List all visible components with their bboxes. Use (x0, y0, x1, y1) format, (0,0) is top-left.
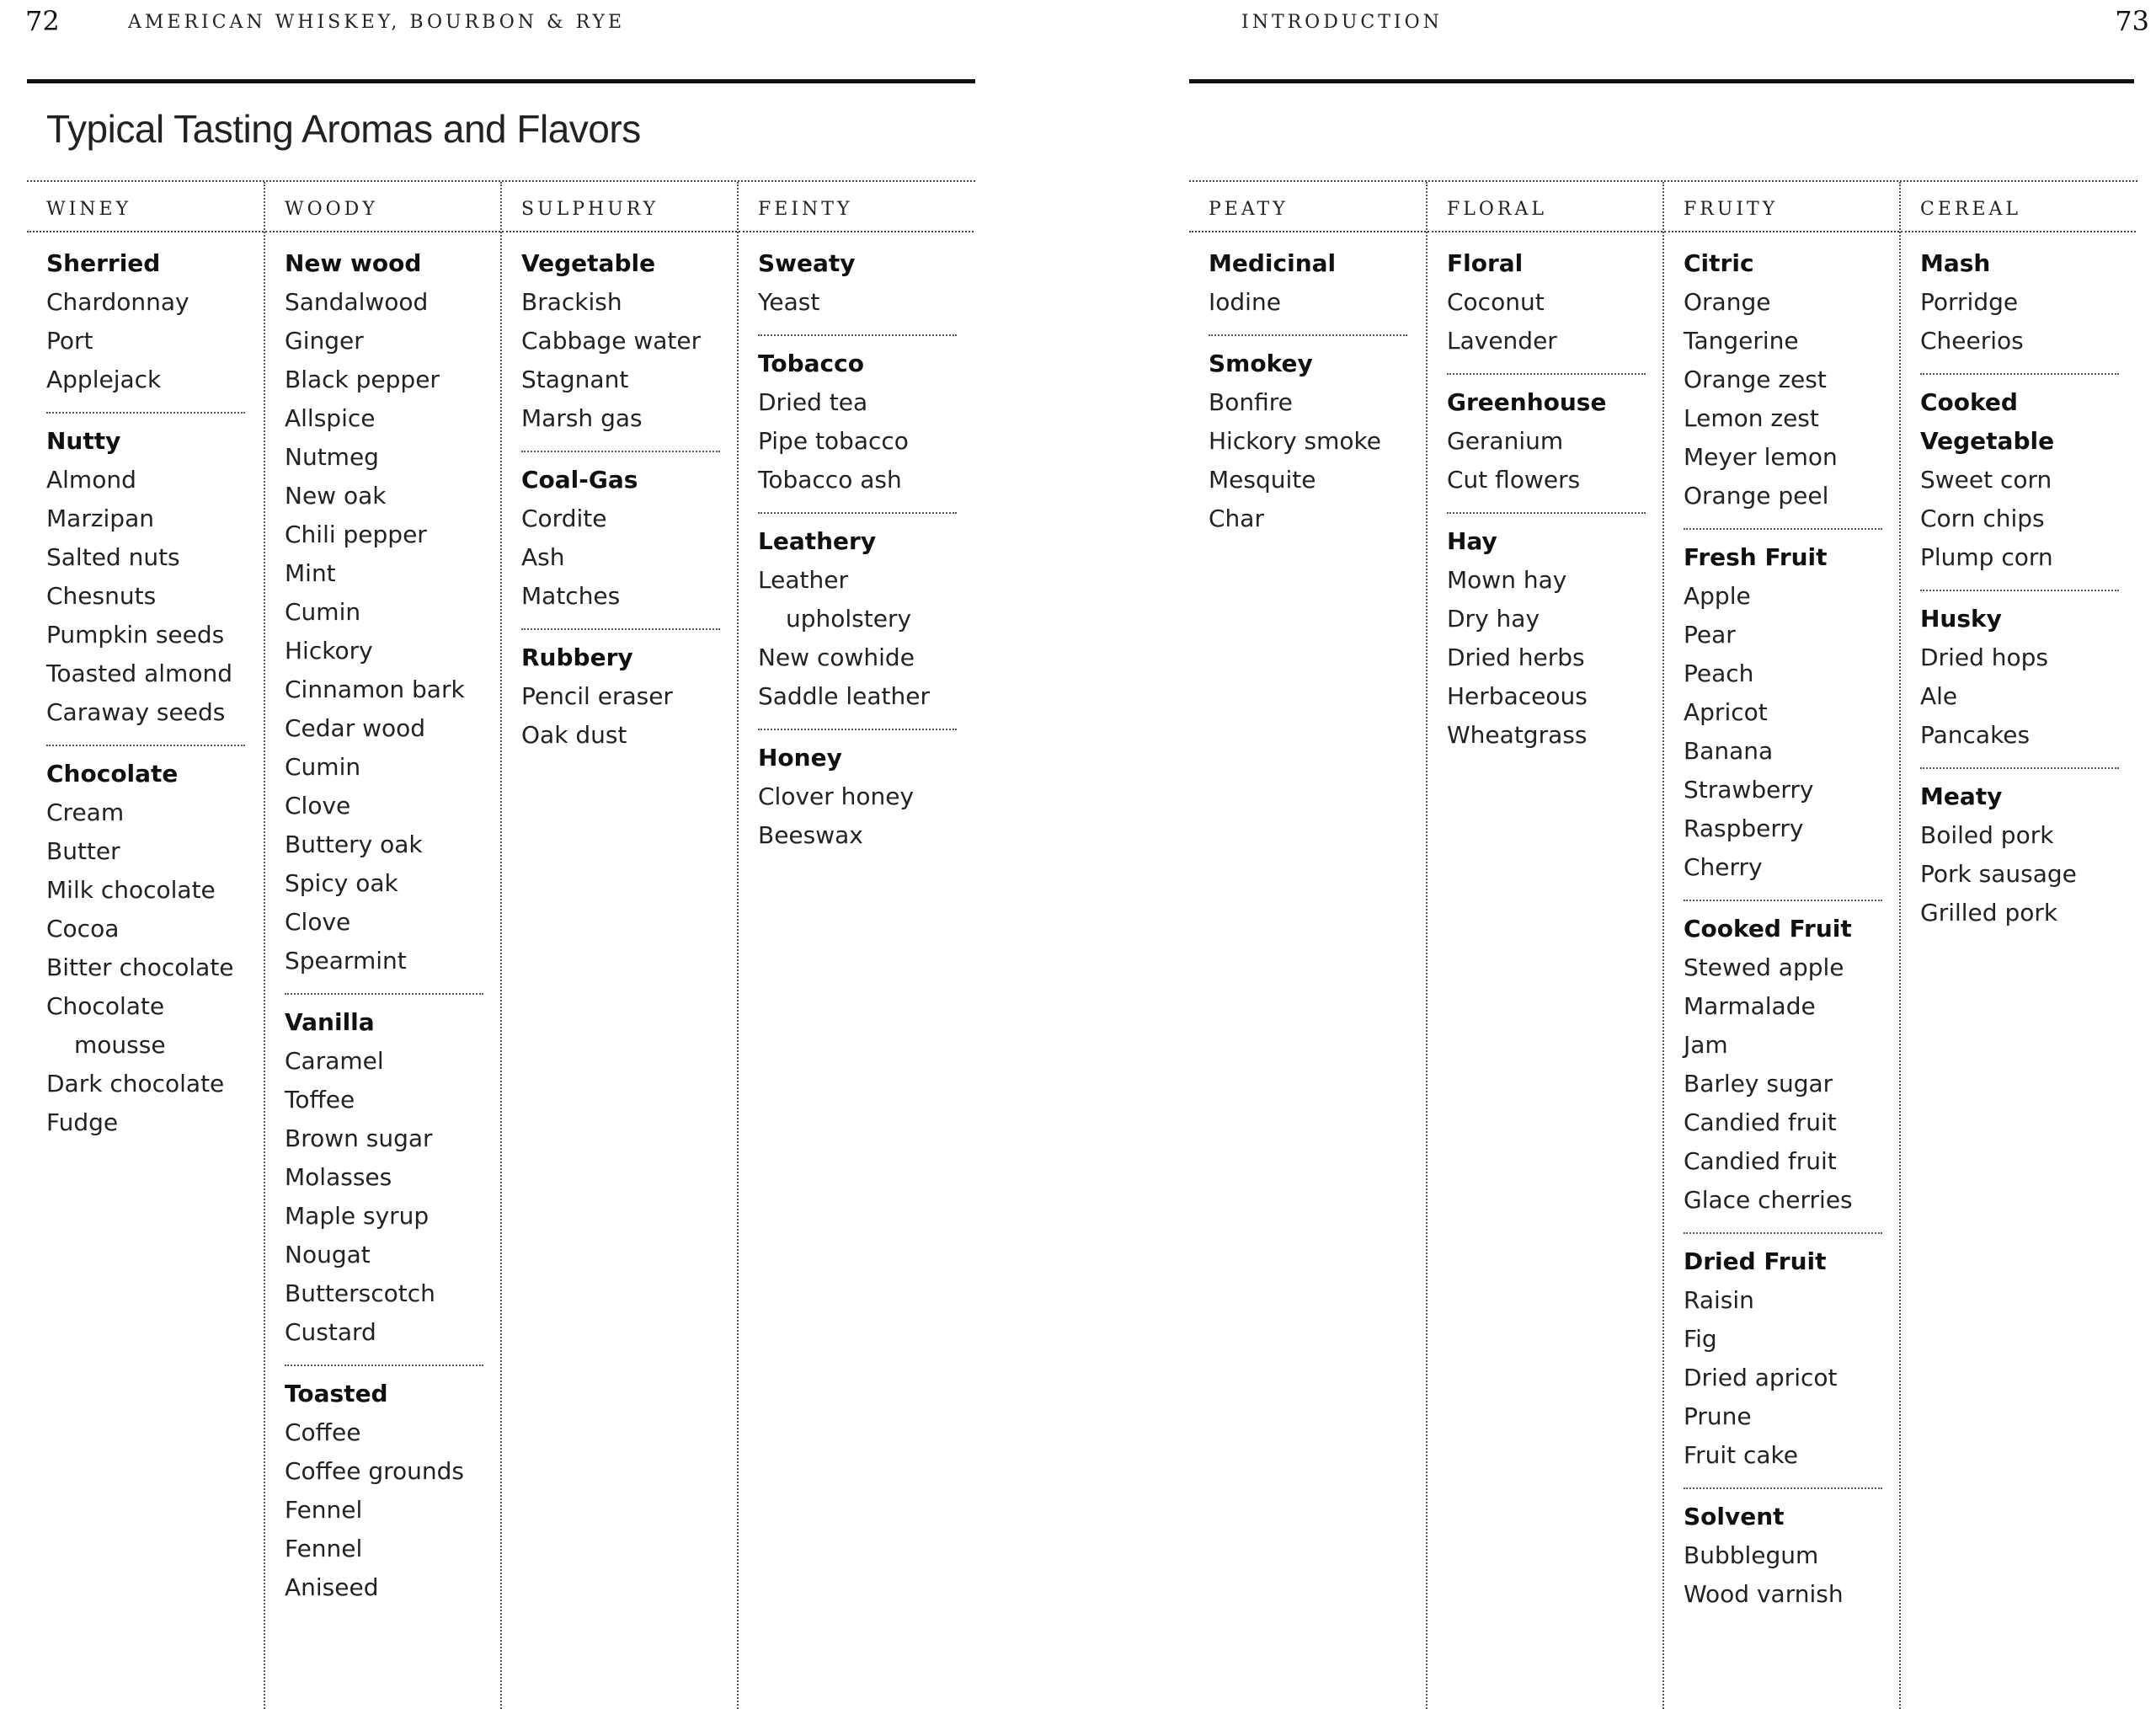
flavor-item: Raspberry (1684, 814, 1804, 842)
flavor-item: Char (1209, 505, 1264, 532)
flavor-table-left (27, 180, 975, 1709)
flavor-item: Hickory smoke (1209, 427, 1381, 455)
flavor-item: Apricot (1684, 698, 1768, 726)
flavor-item: Sandalwood (285, 288, 429, 316)
flavor-item: Cedar wood (285, 714, 426, 742)
flavor-item: Fruit cake (1684, 1441, 1798, 1469)
flavor-item: Strawberry (1684, 776, 1814, 804)
column-heading: WOODY (265, 182, 500, 232)
flavor-item: Pipe tobacco (758, 427, 909, 455)
flavor-item: Orange (1684, 288, 1771, 316)
flavor-item: Boiled pork (1920, 821, 2054, 849)
flavor-group (758, 512, 974, 716)
flavor-item: Oak dust (521, 721, 627, 749)
running-head: AMERICAN WHISKEY, BOURBON & RYE (128, 12, 626, 33)
column-body (27, 232, 264, 1142)
flavor-item: Grilled pork (1920, 899, 2058, 927)
flavor-item: Brown sugar (285, 1124, 433, 1152)
flavor-item: Port (46, 327, 93, 355)
flavor-group-title: Citric (1684, 249, 1754, 277)
column-body (1664, 232, 1899, 1614)
flavor-item: Glace cherries (1684, 1186, 1853, 1214)
flavor-group (1447, 244, 1662, 360)
flavor-group (1447, 512, 1662, 755)
column-heading: PEATY (1189, 182, 1426, 232)
column-heading: FRUITY (1664, 182, 1899, 232)
flavor-item: Marsh gas (521, 404, 643, 432)
flavor-item: Butterscotch (285, 1279, 435, 1307)
flavor-item: Spicy oak (285, 869, 398, 897)
flavor-group-title: Hay (1447, 527, 1497, 555)
flavor-item: Herbaceous (1447, 682, 1588, 710)
flavor-item: Toffee (285, 1086, 355, 1114)
flavor-group-title: Coal-Gas (521, 466, 638, 494)
column-heading: FLORAL (1428, 182, 1662, 232)
flavor-item: Wood varnish (1684, 1580, 1844, 1608)
flavor-item: Cinnamon bark (285, 676, 465, 703)
flavor-item: Hickory (285, 637, 373, 665)
flavor-group (521, 244, 737, 438)
flavor-item: Saddle leather (758, 682, 931, 710)
column (500, 182, 737, 1709)
flavor-item: Wheatgrass (1447, 721, 1588, 749)
flavor-group-title: Sherried (46, 249, 161, 277)
flavor-item: Clover honey (758, 782, 915, 810)
flavor-group-title: New wood (285, 249, 422, 277)
flavor-group (1684, 900, 1899, 1220)
flavor-group (46, 412, 264, 732)
flavor-item: Molasses (285, 1163, 392, 1191)
flavor-group (1920, 590, 2136, 755)
flavor-item: Clove (285, 792, 351, 820)
column (1426, 182, 1662, 1709)
page-number: 72 (25, 5, 60, 37)
left-page (0, 0, 994, 1709)
flavor-item: Cut flowers (1447, 466, 1581, 494)
flavor-item: Porridge (1920, 288, 2019, 316)
flavor-item: Orange peel (1684, 482, 1829, 510)
flavor-item: Fennel (285, 1496, 363, 1524)
flavor-group (521, 451, 737, 616)
flavor-item: Dried herbs (1447, 644, 1585, 671)
flavor-item: Geranium (1447, 427, 1564, 455)
flavor-item: Cumin (285, 753, 361, 781)
flavor-group (1920, 767, 2136, 932)
flavor-group (1684, 244, 1899, 515)
column-heading: SULPHURY (502, 182, 737, 232)
flavor-item: Lavender (1447, 327, 1557, 355)
flavor-item: Pencil eraser (521, 682, 673, 710)
flavor-item: Chili pepper (285, 521, 427, 548)
flavor-item: Banana (1684, 737, 1774, 765)
column-heading: CEREAL (1901, 182, 2136, 232)
section-title: Typical Tasting Aromas and Flavors (46, 107, 641, 151)
flavor-item: Stewed apple (1684, 953, 1844, 981)
flavor-group-title: Nutty (46, 427, 121, 455)
flavor-item: Buttery oak (285, 830, 423, 858)
flavor-group-title: Cooked (1920, 388, 2018, 416)
flavor-item: Leather (758, 566, 848, 594)
flavor-item: Tobacco ash (758, 466, 902, 494)
flavor-item: mousse (74, 1031, 166, 1059)
flavor-group-title: Husky (1920, 605, 2002, 633)
flavor-item: Spearmint (285, 947, 407, 975)
flavor-group (285, 244, 500, 980)
column (737, 182, 974, 1709)
flavor-item: Cream (46, 798, 125, 826)
right-page (1162, 0, 2156, 1709)
flavor-item: Ash (521, 543, 565, 571)
flavor-group (46, 244, 264, 399)
flavor-item: Iodine (1209, 288, 1281, 316)
flavor-item: Tangerine (1684, 327, 1799, 355)
flavor-group-title: Toasted (285, 1380, 388, 1407)
flavor-table-right (1189, 180, 2137, 1709)
flavor-item: Clove (285, 908, 351, 936)
flavor-item: Beeswax (758, 821, 863, 849)
flavor-item: Mesquite (1209, 466, 1316, 494)
column-body (1189, 232, 1426, 538)
flavor-group-title: Cooked Fruit (1684, 915, 1852, 943)
column-body (1901, 232, 2136, 932)
column (264, 182, 500, 1709)
flavor-group-title: Tobacco (758, 350, 864, 377)
column (1662, 182, 1899, 1709)
flavor-item: Cordite (521, 505, 607, 532)
flavor-item: Raisin (1684, 1286, 1754, 1314)
flavor-item: Milk chocolate (46, 876, 216, 904)
flavor-group-title: Mash (1920, 249, 1991, 277)
flavor-item: Marmalade (1684, 992, 1816, 1020)
flavor-group-title: Fresh Fruit (1684, 543, 1828, 571)
flavor-group (46, 745, 264, 1142)
flavor-group-title: Honey (758, 744, 842, 772)
flavor-group (758, 244, 974, 322)
flavor-item: Fudge (46, 1108, 119, 1136)
flavor-item: Fig (1684, 1325, 1717, 1353)
flavor-item: Dry hay (1447, 605, 1540, 633)
flavor-item: Bitter chocolate (46, 953, 234, 981)
column-body (502, 232, 737, 755)
flavor-group (1684, 528, 1899, 887)
flavor-item: Brackish (521, 288, 622, 316)
flavor-item: Chardonnay (46, 288, 189, 316)
flavor-group (1684, 1232, 1899, 1475)
flavor-item: Salted nuts (46, 543, 180, 571)
flavor-group (1920, 244, 2136, 360)
flavor-group-title: Greenhouse (1447, 388, 1607, 416)
flavor-group (285, 1365, 500, 1607)
flavor-group (758, 729, 974, 855)
flavor-item: Barley sugar (1684, 1070, 1833, 1097)
flavor-item: Peach (1684, 660, 1754, 687)
flavor-item: Toasted almond (46, 660, 232, 687)
flavor-item: Dried tea (758, 388, 868, 416)
flavor-item: Lemon zest (1684, 404, 1819, 432)
flavor-item: Apple (1684, 582, 1751, 610)
flavor-item: Cumin (285, 598, 361, 626)
flavor-item: Bubblegum (1684, 1541, 1819, 1569)
flavor-item: Marzipan (46, 505, 154, 532)
flavor-group-title: Dried Fruit (1684, 1247, 1827, 1275)
flavor-item: Mown hay (1447, 566, 1567, 594)
flavor-item: Pork sausage (1920, 860, 2077, 888)
flavor-item: Plump corn (1920, 543, 2053, 571)
flavor-item: Chesnuts (46, 582, 157, 610)
flavor-item: Coconut (1447, 288, 1545, 316)
flavor-group (1209, 244, 1426, 322)
column-body (265, 232, 500, 1607)
flavor-item: New cowhide (758, 644, 915, 671)
flavor-item: Corn chips (1920, 505, 2045, 532)
flavor-item: Meyer lemon (1684, 443, 1838, 471)
page-number: 73 (2115, 5, 2149, 37)
flavor-item: Maple syrup (285, 1202, 430, 1230)
flavor-item: Candied fruit (1684, 1147, 1837, 1175)
flavor-item: Pancakes (1920, 721, 2031, 749)
flavor-item: Caraway seeds (46, 698, 226, 726)
column (27, 182, 264, 1709)
header-rule (27, 79, 975, 83)
flavor-item: Matches (521, 582, 621, 610)
flavor-item: Stagnant (521, 366, 629, 393)
column-heading: WINEY (27, 182, 264, 232)
flavor-item: Dried hops (1920, 644, 2048, 671)
flavor-group (521, 628, 737, 755)
header-rule (1189, 79, 2134, 83)
flavor-group-title: Vegetable (1920, 427, 2055, 455)
flavor-group-title: Leathery (758, 527, 877, 555)
flavor-group-title: Sweaty (758, 249, 856, 277)
flavor-group (1447, 373, 1662, 499)
flavor-item: Jam (1684, 1031, 1728, 1059)
flavor-item: Nougat (285, 1241, 371, 1268)
running-head: INTRODUCTION (1241, 12, 1443, 33)
flavor-item: Ginger (285, 327, 364, 355)
flavor-item: upholstery (786, 605, 912, 633)
flavor-item: Butter (46, 837, 120, 865)
flavor-item: Coffee (285, 1418, 361, 1446)
flavor-group (285, 993, 500, 1352)
flavor-item: Orange zest (1684, 366, 1827, 393)
flavor-item: Cabbage water (521, 327, 702, 355)
flavor-item: Coffee grounds (285, 1457, 464, 1485)
flavor-group (1209, 334, 1426, 538)
flavor-item: Almond (46, 466, 136, 494)
flavor-item: Dried apricot (1684, 1364, 1838, 1391)
flavor-item: Ale (1920, 682, 1958, 710)
flavor-item: Bonfire (1209, 388, 1293, 416)
flavor-item: Prune (1684, 1402, 1752, 1430)
flavor-item: Candied fruit (1684, 1108, 1837, 1136)
flavor-item: Aniseed (285, 1573, 379, 1601)
flavor-group-title: Rubbery (521, 644, 633, 671)
flavor-group-title: Floral (1447, 249, 1524, 277)
column-body (1428, 232, 1662, 755)
flavor-group (1920, 373, 2136, 577)
flavor-item: Chocolate (46, 992, 165, 1020)
flavor-item: Caramel (285, 1047, 384, 1075)
flavor-group-title: Solvent (1684, 1503, 1785, 1530)
flavor-group-title: Meaty (1920, 782, 2003, 810)
flavor-item: Pear (1684, 621, 1736, 649)
flavor-group-title: Vanilla (285, 1008, 375, 1036)
column (1189, 182, 1426, 1709)
flavor-group-title: Vegetable (521, 249, 656, 277)
flavor-group (758, 334, 974, 499)
flavor-group-title: Chocolate (46, 760, 179, 788)
flavor-group (1684, 1487, 1899, 1614)
flavor-item: Black pepper (285, 366, 440, 393)
flavor-item: Pumpkin seeds (46, 621, 225, 649)
flavor-item: Custard (285, 1318, 376, 1346)
flavor-item: Applejack (46, 366, 162, 393)
column-body (739, 232, 974, 855)
flavor-group-title: Smokey (1209, 350, 1313, 377)
flavor-item: Sweet corn (1920, 466, 2052, 494)
flavor-item: Cherry (1684, 853, 1763, 881)
column-heading: FEINTY (739, 182, 974, 232)
flavor-item: Dark chocolate (46, 1070, 225, 1097)
flavor-item: Mint (285, 559, 336, 587)
flavor-item: New oak (285, 482, 387, 510)
flavor-item: Allspice (285, 404, 376, 432)
flavor-group-title: Medicinal (1209, 249, 1337, 277)
column (1899, 182, 2136, 1709)
flavor-item: Yeast (758, 288, 820, 316)
flavor-item: Fennel (285, 1535, 363, 1562)
flavor-item: Nutmeg (285, 443, 379, 471)
flavor-item: Cocoa (46, 915, 120, 943)
flavor-item: Cheerios (1920, 327, 2024, 355)
